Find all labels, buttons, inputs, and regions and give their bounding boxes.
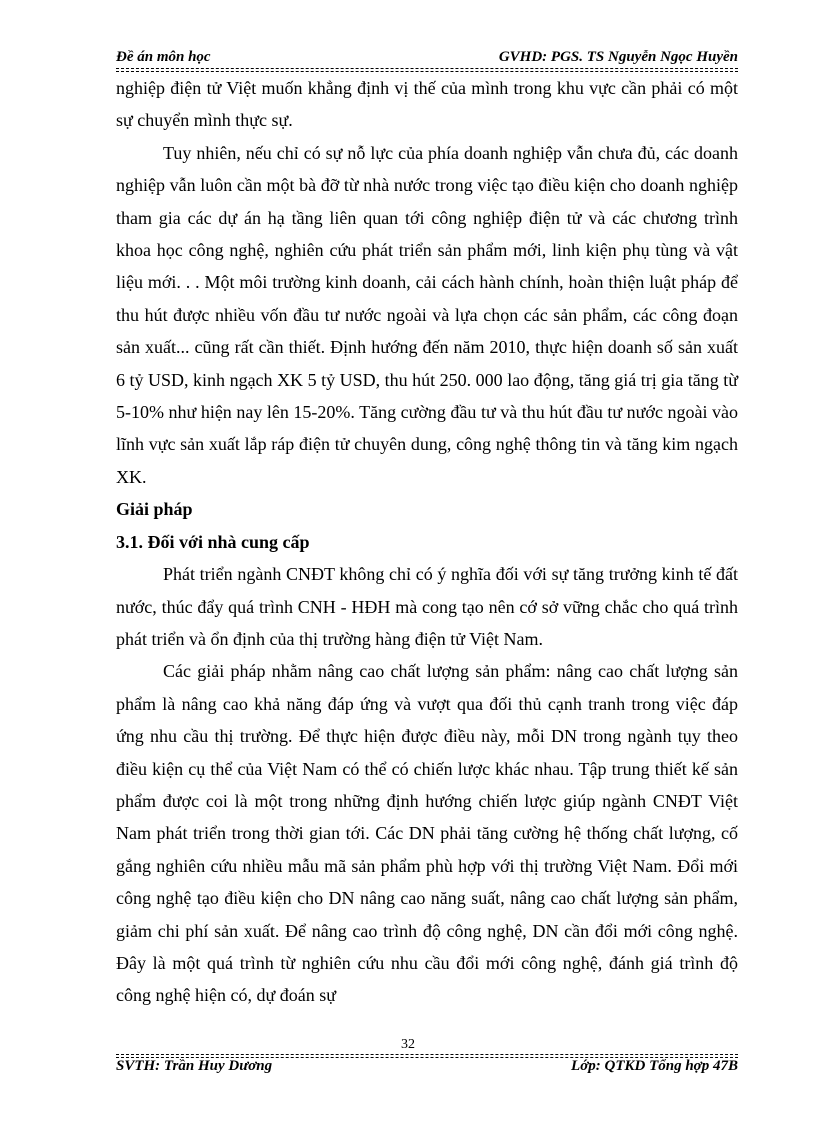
- paragraph-state-support: Tuy nhiên, nếu chỉ có sự nỗ lực của phía doanh nghiệp vẫn chưa đủ, các doanh nghiệp vẫn luôn cần một bà đỡ từ nhà nước trong việc tạo điều kiện cho doanh nghiệp tham gia các dự án hạ tầng liên quan tới công nghiệp điện tử và các chương trình khoa học công nghệ, nghiên cứu phát triển sản phẩm mới, linh kiện phụ tùng và vật liệu mới. . . Một môi trường kinh doanh, cải cách hành chính, hoàn thiện luật pháp để thu hút được nhiều vốn đầu tư nước ngoài và lựa chọn các sản phẩm, các công đoạn sản xuất... cũng rất cần thiết. Định hướng đến năm 2010, thực hiện doanh số sản xuất 6 tỷ USD, kinh ngạch XK 5 tỷ USD, thu hút 250. 000 lao động, tăng giá trị gia tăng từ 5-10% như hiện nay lên 15-20%. Tăng cường đầu tư và thu hút đầu tư nước ngoài vào lĩnh vực sản xuất lắp ráp điện tử chuyên dung, công nghệ thông tin và tăng kim ngạch XK.: [116, 142, 738, 487]
- paragraph-quality-solutions: Các giải pháp nhằm nâng cao chất lượng sản phẩm: nâng cao chất lượng sản phẩm là nâng cao khả năng đáp ứng và vượt qua đối thủ cạnh tranh trong việc đáp ứng nhu cầu thị trường. Để thực hiện được điều này, mỗi DN trong ngành tụy theo điều kiện cụ thể của Việt Nam có thể có chiến lược khác nhau. Tập trung thiết kế sản phẩm được coi là một trong những định hướng chiến lược giúp ngành CNĐT Việt Nam phát triển trong thời gian tới. Các DN phải tăng cường hệ thống chất lượng, cố gắng nghiên cứu nhiều mẫu mã sản phẩm phù hợp với thị trường Việt Nam. Đổi mới công nghệ tạo điều kiện cho DN nâng cao năng suất, nâng cao chất lượng sản phẩm, giảm chi phí sản xuất. Để nâng cao trình độ công nghệ, DN cần đổi mới công nghệ. Đây là một quá trình từ nghiên cứu nhu cầu đổi mới công nghệ, đánh giá trình độ công nghệ hiện có, dự đoán sự: [116, 661, 738, 1006]
- page-number: 32: [401, 1037, 415, 1052]
- paragraph-continuation: nghiệp điện tử Việt muốn khẳng định vị thế của mình trong khu vực cần phải có một sự chuyển mình thực sự.: [116, 78, 738, 131]
- document-body: [116, 72, 738, 1012]
- footer-class: Lớp: QTKD Tổng hợp 47B: [571, 1058, 738, 1074]
- footer-student: SVTH: Trần Huy Dương: [116, 1058, 273, 1074]
- paragraph-industry-development: Phát triển ngành CNĐT không chỉ có ý nghĩa đối với sự tăng trưởng kinh tế đất nước, thúc đẩy quá trình CNH - HĐH mà cong tạo nên cớ sở vững chắc cho quá trình phát triển và ổn định của thị trường hàng điện tử Việt Nam.: [116, 564, 738, 649]
- header-advisor: GVHD: PGS. TS Nguyễn Ngọc Huyền: [498, 49, 738, 65]
- subsection-heading-suppliers: 3.1. Đối với nhà cung cấp: [116, 531, 310, 552]
- section-heading-solutions: Giải pháp: [116, 499, 193, 520]
- header-course-title: Đề án môn học: [116, 49, 211, 65]
